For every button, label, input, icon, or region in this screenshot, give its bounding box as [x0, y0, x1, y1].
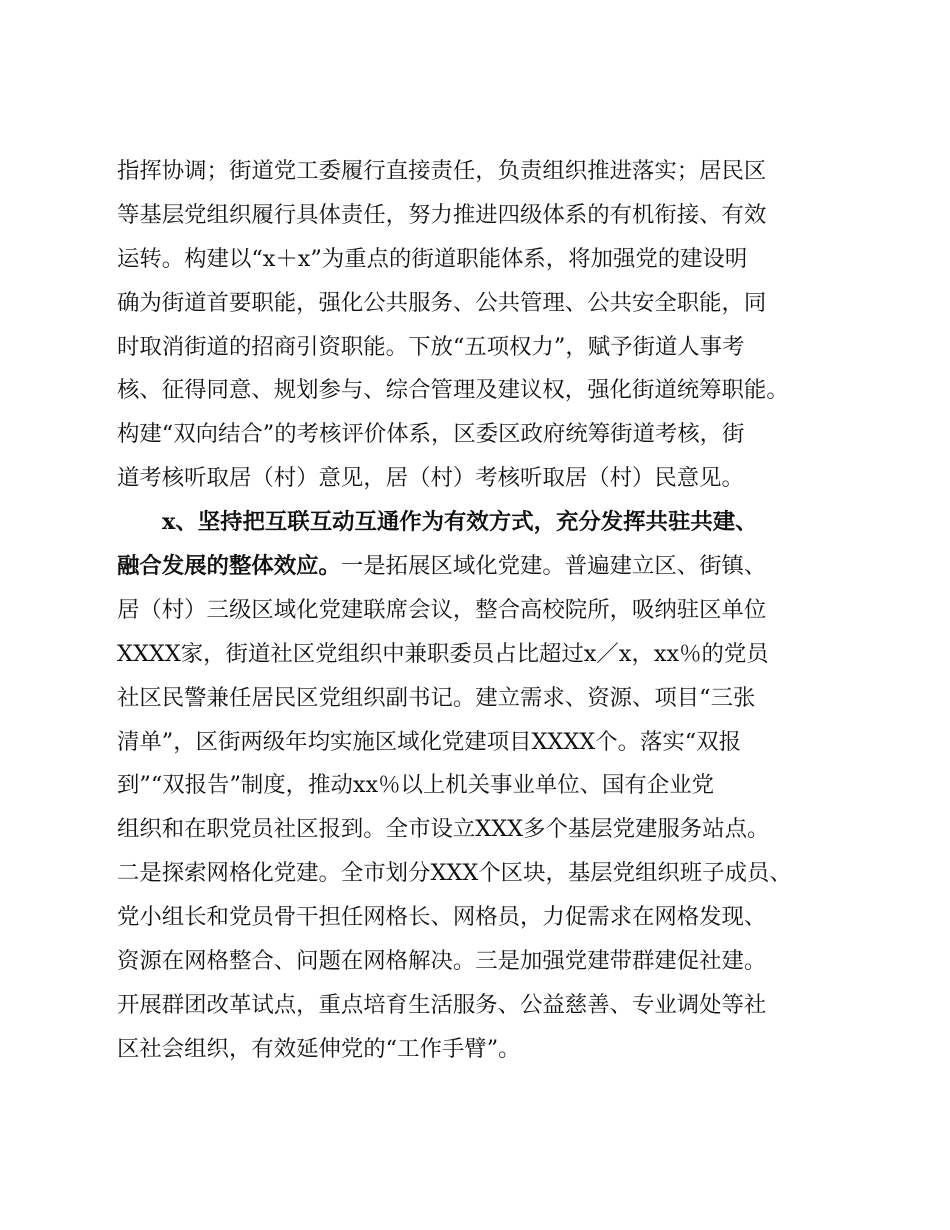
- paragraph2-line-2-rest: 一是拓展区域化党建。普遍建立区、街镇、: [340, 553, 767, 580]
- paragraph2-line-9: 二是探索网格化党建。全市划分XXX个区块，基层党组织班子成员、: [117, 860, 792, 887]
- paragraph2-line-12: 开展群团改革试点，重点培育生活服务、公益慈善、专业调处等社: [117, 991, 767, 1018]
- paragraph2-line-11: 资源在网格整合、问题在网格解决。三是加强党建带群建促社建。: [117, 948, 767, 975]
- paragraph2-line-6: 清单”，区街两级年均实施区域化党建项目XXXX个。落实“双报: [117, 728, 742, 755]
- paragraph2-line-13: 区社会组织，有效延伸党的“工作手臂”。: [117, 1035, 521, 1062]
- paragraph2-line-5: 社区民警兼任居民区党组织副书记。建立需求、资源、项目“三张: [117, 684, 756, 711]
- paragraph1-line-1: 指挥协调；街道党工委履行直接责任，负责组织推进落实；居民区: [117, 158, 767, 184]
- section-heading-tail: 融合发展的整体效应。: [117, 553, 341, 580]
- paragraph2-line-7: 到”“双报告”制度，推动xx％以上机关事业单位、国有企业党: [117, 772, 714, 799]
- paragraph1-line-6: 核、征得同意、规划参与、综合管理及建议权，强化街道统筹职能。: [117, 377, 789, 404]
- paragraph2-line-10: 党小组长和党员骨干担任网格长、网格员，力促需求在网格发现、: [117, 904, 767, 931]
- paragraph1-line-3: 运转。构建以“x＋x”为重点的街道职能体系，将加强党的建设明: [117, 245, 748, 272]
- paragraph2-line-8: 组织和在职党员社区报到。全市设立XXX多个基层党建服务站点。: [117, 816, 770, 843]
- document-body: [117, 150, 862, 1072]
- paragraph1-line-7: 构建“双向结合”的考核评价体系，区委区政府统筹街道考核，街: [117, 421, 745, 448]
- paragraph1-line-8: 道考核听取居（村）意见，居（村）考核听取居（村）民意见。: [117, 465, 744, 492]
- paragraph2-line-3: 居（村）三级区域化党建联席会议，整合高校院所，吸纳驻区单位: [117, 596, 767, 623]
- paragraph1-line-2: 等基层党组织履行具体责任，努力推进四级体系的有机衔接、有效: [117, 201, 767, 228]
- section-heading-line-1: x、坚持把互联互动互通作为有效方式，充分发挥共驻共建、: [162, 509, 758, 536]
- paragraph1-line-5: 时取消街道的招商引资职能。下放“五项权力”，赋予街道人事考: [117, 333, 745, 360]
- paragraph1-line-4: 确为街道首要职能，强化公共服务、公共管理、公共安全职能，同: [117, 289, 767, 316]
- section-heading-line-2: [117, 545, 862, 589]
- paragraph2-line-4: XXXX家，街道社区党组织中兼职委员占比超过x／x，xx％的党员: [117, 640, 769, 667]
